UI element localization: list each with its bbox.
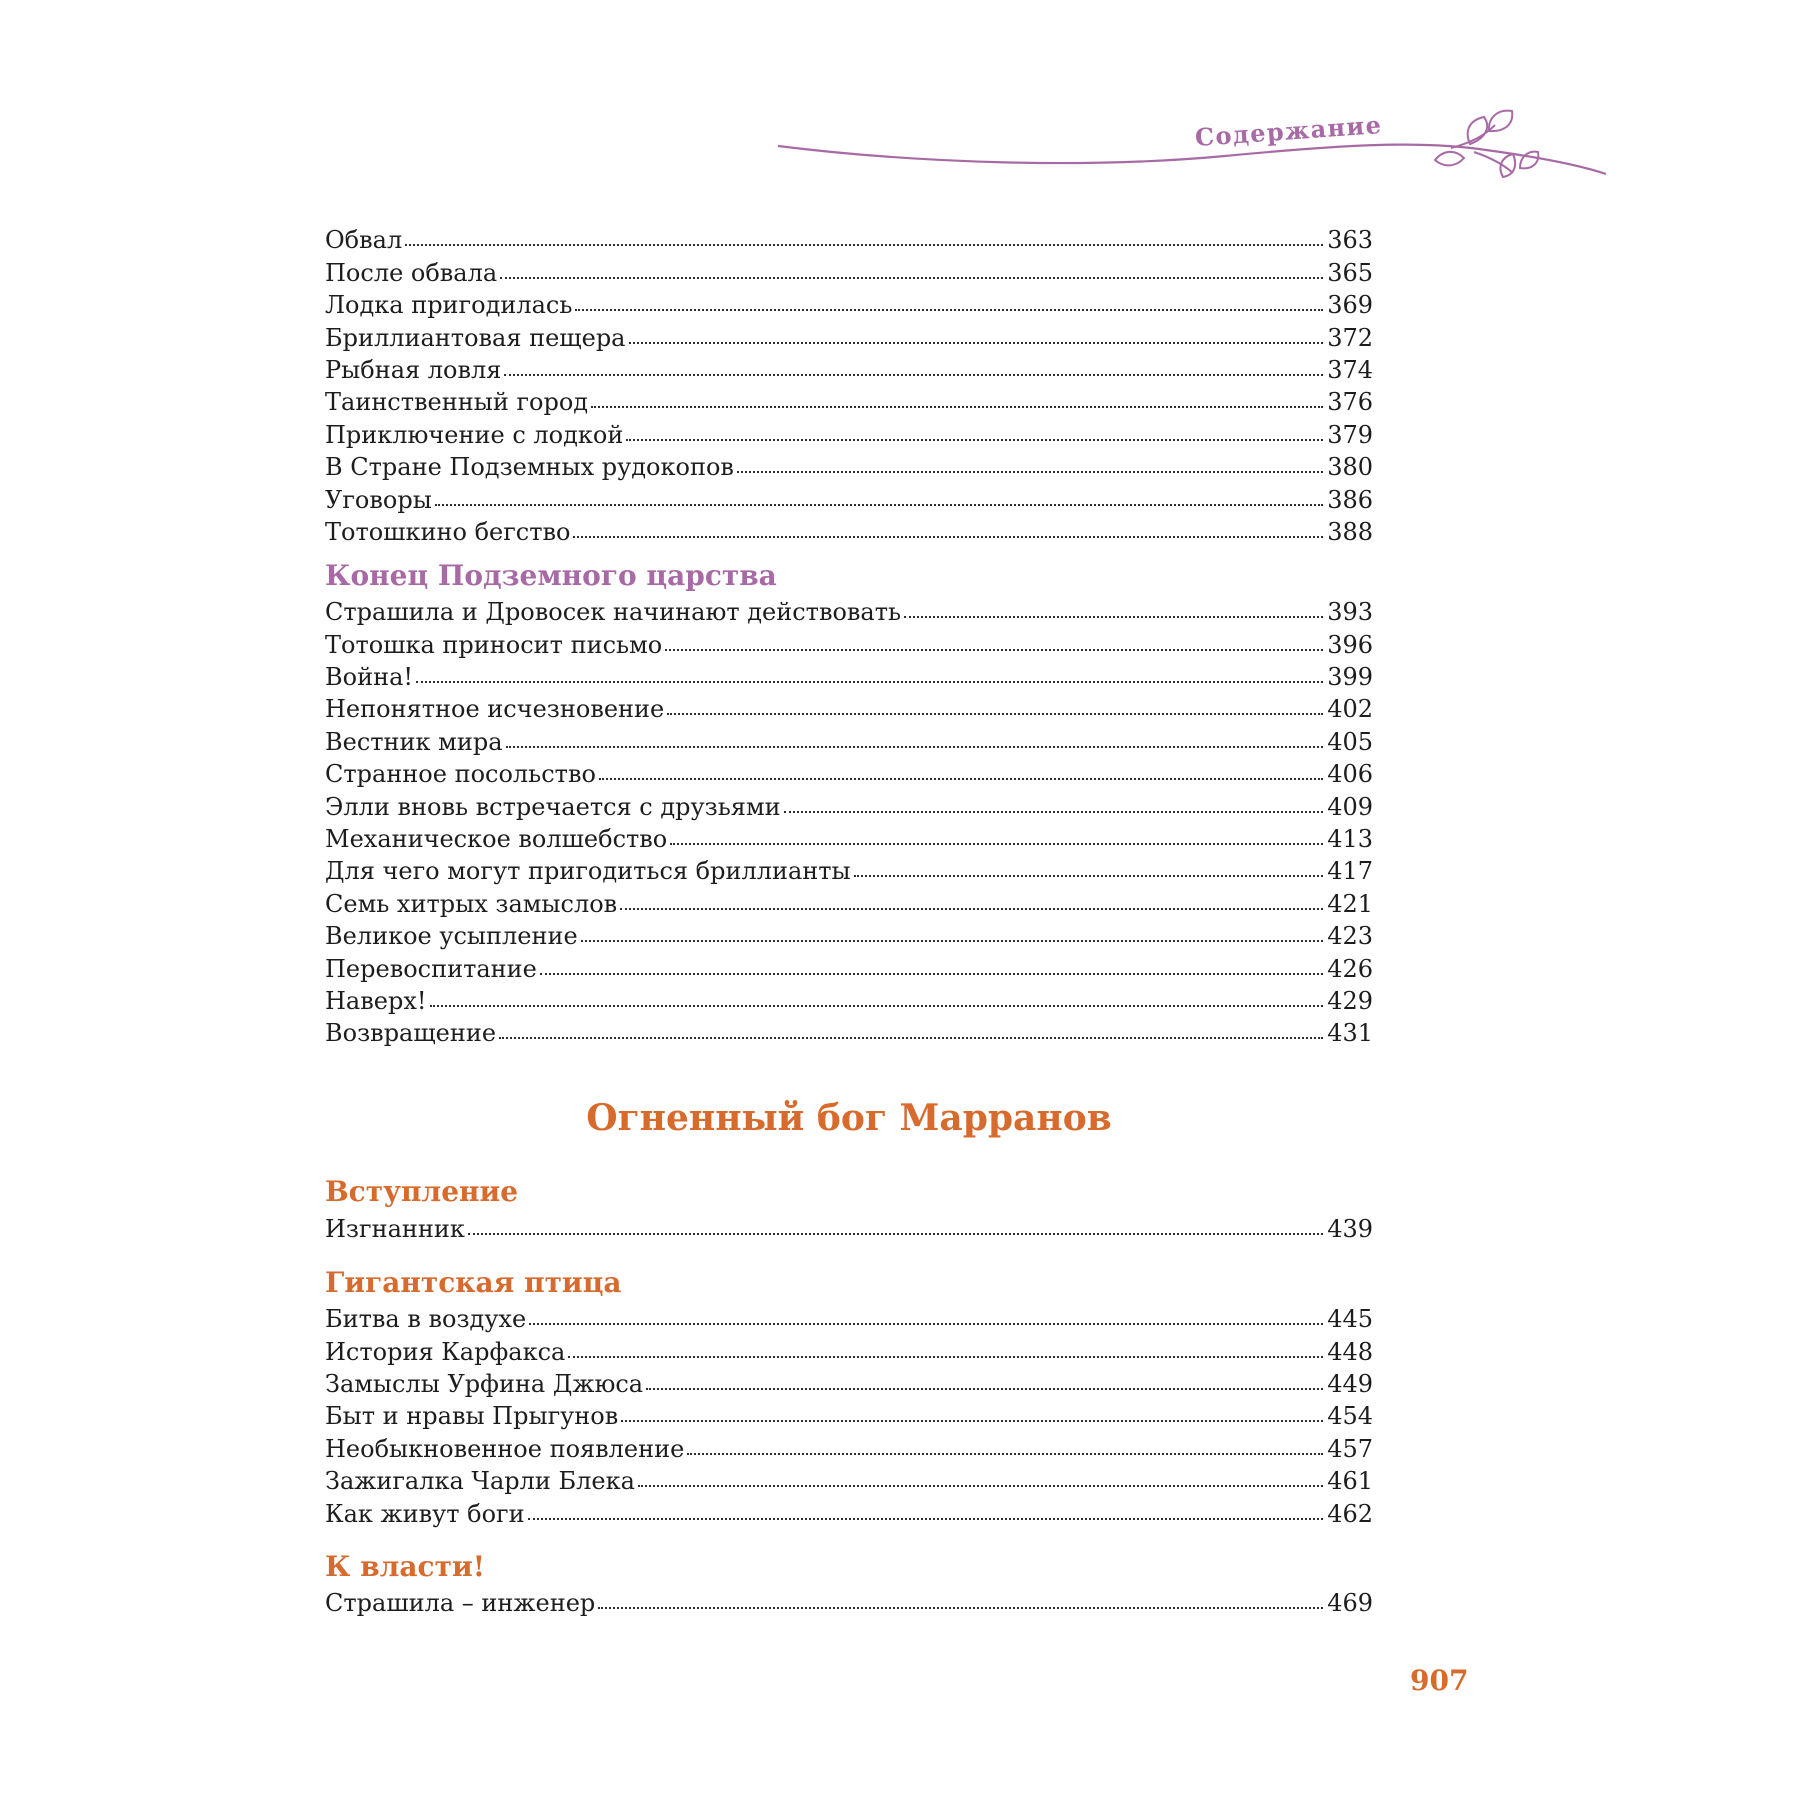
- toc-entry: [325, 1364, 1373, 1396]
- toc-entry-title: Страшила и Дровосек начинают действовать: [325, 598, 902, 627]
- toc-group-5: [325, 1583, 1373, 1615]
- part-title-fire-god-of-marrans: Огненный бог Марранов: [586, 1097, 1112, 1140]
- dot-leader: [540, 973, 1323, 975]
- toc-entry-title: Война!: [325, 663, 414, 692]
- toc-entry-title: Тотошка приносит письмо: [325, 630, 663, 659]
- toc-entry: [325, 252, 1373, 287]
- dot-leader: [737, 471, 1323, 473]
- toc-entry: [325, 1428, 1373, 1463]
- toc-entry-title: Вестник мира: [325, 727, 503, 756]
- dot-leader: [499, 1037, 1323, 1039]
- toc-entry: [325, 721, 1373, 756]
- dot-leader: [646, 1388, 1323, 1390]
- toc-group-2: [325, 592, 1373, 1048]
- dot-leader: [638, 1485, 1323, 1487]
- toc-entry-page-number: 431: [1327, 1019, 1373, 1048]
- toc-entry: [325, 1461, 1373, 1496]
- toc-entry-page-number: 409: [1327, 792, 1373, 821]
- toc-entry-title: Рыбная ловля: [325, 355, 502, 384]
- dot-leader: [528, 1518, 1324, 1520]
- toc-entry-title: Бриллиантовая пещера: [325, 323, 626, 352]
- dot-leader: [784, 811, 1324, 813]
- toc-group-3: [325, 1208, 1373, 1243]
- toc-entry-title: Элли вновь встречается с друзьями: [325, 792, 781, 821]
- dot-leader: [620, 908, 1323, 910]
- toc-entry-page-number: 457: [1327, 1434, 1373, 1463]
- toc-entry: [325, 317, 1373, 352]
- toc-entry-page-number: 405: [1327, 727, 1373, 756]
- section-heading-introduction: Вступление: [325, 1175, 519, 1209]
- toc-entry: [325, 1331, 1373, 1366]
- toc-entry-title: Наверх!: [325, 986, 427, 1015]
- toc-entry: [325, 1299, 1373, 1334]
- toc-entry: [325, 689, 1373, 724]
- dot-leader: [599, 778, 1323, 780]
- toc-entry-page-number: 369: [1327, 291, 1373, 320]
- dot-leader: [667, 713, 1323, 715]
- toc-entry-title: Изгнанник: [325, 1214, 465, 1243]
- toc-entry-page-number: 469: [1327, 1588, 1373, 1617]
- dot-leader: [591, 406, 1323, 408]
- toc-entry-title: Таинственный город: [325, 388, 589, 417]
- toc-entry-page-number: 372: [1327, 323, 1373, 352]
- dot-leader: [506, 746, 1324, 748]
- toc-entry-page-number: 449: [1327, 1369, 1373, 1398]
- toc-entry: [325, 916, 1373, 951]
- toc-entry-title: Возвращение: [325, 1019, 497, 1048]
- dot-leader: [621, 1420, 1323, 1422]
- toc-entry-title: Быт и нравы Прыгунов: [325, 1402, 619, 1431]
- toc-entry: [325, 512, 1373, 544]
- toc-entry-title: Замыслы Урфина Джюса: [325, 1369, 644, 1398]
- toc-entry-title: Приключение с лодкой: [325, 420, 624, 449]
- toc-entry-title: После обвала: [325, 258, 498, 287]
- toc-entry-title: Странное посольство: [325, 760, 596, 789]
- toc-entry: [325, 948, 1373, 983]
- toc-entry: [325, 1583, 1373, 1615]
- dot-leader: [670, 843, 1323, 845]
- toc-entry-page-number: 379: [1327, 420, 1373, 449]
- dot-leader: [629, 342, 1324, 344]
- dot-leader: [435, 504, 1323, 506]
- toc-entry-page-number: 421: [1327, 889, 1373, 918]
- section-heading-to-power: К власти!: [325, 1549, 486, 1583]
- leaf-icon: [1435, 152, 1464, 166]
- toc-entry: [325, 414, 1373, 449]
- decorative-vine-icon: [770, 105, 1610, 205]
- toc-entry-page-number: 388: [1327, 517, 1373, 546]
- toc-entry-page-number: 454: [1327, 1402, 1373, 1431]
- page-number: 907: [1410, 1664, 1469, 1697]
- toc-entry-page-number: 426: [1327, 954, 1373, 983]
- toc-entry: [325, 479, 1373, 514]
- toc-entry-page-number: 429: [1327, 986, 1373, 1015]
- dot-leader: [468, 1233, 1323, 1235]
- toc-entry-page-number: 402: [1327, 695, 1373, 724]
- toc-entry-page-number: 423: [1327, 922, 1373, 951]
- toc-entry-title: Перевоспитание: [325, 954, 537, 983]
- toc-entry: [325, 1013, 1373, 1048]
- running-header-title: Содержание: [1193, 109, 1384, 152]
- dot-leader: [504, 374, 1323, 376]
- toc-entry-page-number: 406: [1327, 760, 1373, 789]
- table-of-contents: [325, 220, 1373, 1615]
- dot-leader: [430, 1005, 1324, 1007]
- dot-leader: [687, 1453, 1323, 1455]
- dot-leader: [529, 1323, 1323, 1325]
- toc-entry: [325, 754, 1373, 789]
- toc-entry: [325, 592, 1373, 627]
- dot-leader: [500, 277, 1323, 279]
- toc-entry: [325, 1208, 1373, 1243]
- toc-entry-title: Обвал: [325, 226, 403, 255]
- dot-leader: [854, 875, 1324, 877]
- toc-entry: [325, 786, 1373, 821]
- section-heading-giant-bird: Гигантская птица: [325, 1265, 622, 1299]
- toc-group-4: [325, 1299, 1373, 1526]
- toc-entry-page-number: 439: [1327, 1214, 1373, 1243]
- toc-entry-page-number: 376: [1327, 388, 1373, 417]
- toc-entry-page-number: 393: [1327, 598, 1373, 627]
- dot-leader: [904, 616, 1323, 618]
- dot-leader: [581, 940, 1324, 942]
- toc-entry: [325, 382, 1373, 417]
- toc-entry-page-number: 386: [1327, 485, 1373, 514]
- dot-leader: [598, 1607, 1323, 1609]
- leaf-icon: [1520, 152, 1538, 169]
- toc-entry-title: Страшила – инженер: [325, 1588, 596, 1617]
- toc-entry-title: Великое усыпление: [325, 922, 578, 951]
- toc-entry-page-number: 374: [1327, 355, 1373, 384]
- toc-entry-page-number: 445: [1327, 1305, 1373, 1334]
- dot-leader: [573, 536, 1323, 538]
- toc-entry-title: Непонятное исчезновение: [325, 695, 665, 724]
- dot-leader: [416, 681, 1323, 683]
- toc-entry-page-number: 461: [1327, 1467, 1373, 1496]
- toc-entry-page-number: 462: [1327, 1499, 1373, 1528]
- toc-entry-title: Зажигалка Чарли Блека: [325, 1467, 635, 1496]
- toc-entry: [325, 1396, 1373, 1431]
- toc-entry: [325, 883, 1373, 918]
- toc-entry: [325, 220, 1373, 255]
- vine-branch-icon: [1474, 152, 1513, 173]
- toc-entry-title: Для чего могут пригодиться бриллианты: [325, 857, 851, 886]
- dot-leader: [575, 309, 1323, 311]
- toc-entry: [325, 851, 1373, 886]
- toc-entry-page-number: 363: [1327, 226, 1373, 255]
- dot-leader: [405, 244, 1323, 246]
- toc-entry: [325, 624, 1373, 659]
- toc-entry-page-number: 399: [1327, 663, 1373, 692]
- toc-entry-title: Уговоры: [325, 485, 432, 514]
- toc-entry-title: Необыкновенное появление: [325, 1434, 685, 1463]
- leaf-icon: [1468, 117, 1487, 144]
- toc-entry-title: Лодка пригодилась: [325, 291, 573, 320]
- toc-entry-page-number: 417: [1327, 857, 1373, 886]
- toc-group-1: [325, 220, 1373, 544]
- toc-entry-title: Механическое волшебство: [325, 825, 668, 854]
- toc-entry-title: Тотошкино бегство: [325, 517, 571, 546]
- toc-entry-title: В Стране Подземных рудокопов: [325, 453, 734, 482]
- toc-entry-page-number: 448: [1327, 1337, 1373, 1366]
- toc-entry: [325, 350, 1373, 382]
- toc-entry-page-number: 365: [1327, 258, 1373, 287]
- vine-stem-icon: [778, 145, 1606, 174]
- toc-entry: [325, 819, 1373, 854]
- toc-entry-page-number: 413: [1327, 825, 1373, 854]
- toc-entry: [325, 1493, 1373, 1528]
- toc-entry-title: Битва в воздухе: [325, 1305, 527, 1334]
- toc-entry: [325, 981, 1373, 1013]
- dot-leader: [568, 1356, 1323, 1358]
- toc-entry-title: Семь хитрых замыслов: [325, 889, 618, 918]
- dot-leader: [665, 649, 1323, 651]
- section-heading-end-of-underground-kingdom: Конец Подземного царства: [325, 558, 777, 592]
- running-header: [770, 105, 1610, 205]
- toc-entry-title: Как живут боги: [325, 1499, 525, 1528]
- dot-leader: [626, 439, 1323, 441]
- toc-entry: [325, 657, 1373, 692]
- toc-entry: [325, 285, 1373, 320]
- toc-entry: [325, 447, 1373, 482]
- toc-entry-page-number: 380: [1327, 453, 1373, 482]
- toc-entry-page-number: 396: [1327, 630, 1373, 659]
- toc-entry-title: История Карфакса: [325, 1337, 566, 1366]
